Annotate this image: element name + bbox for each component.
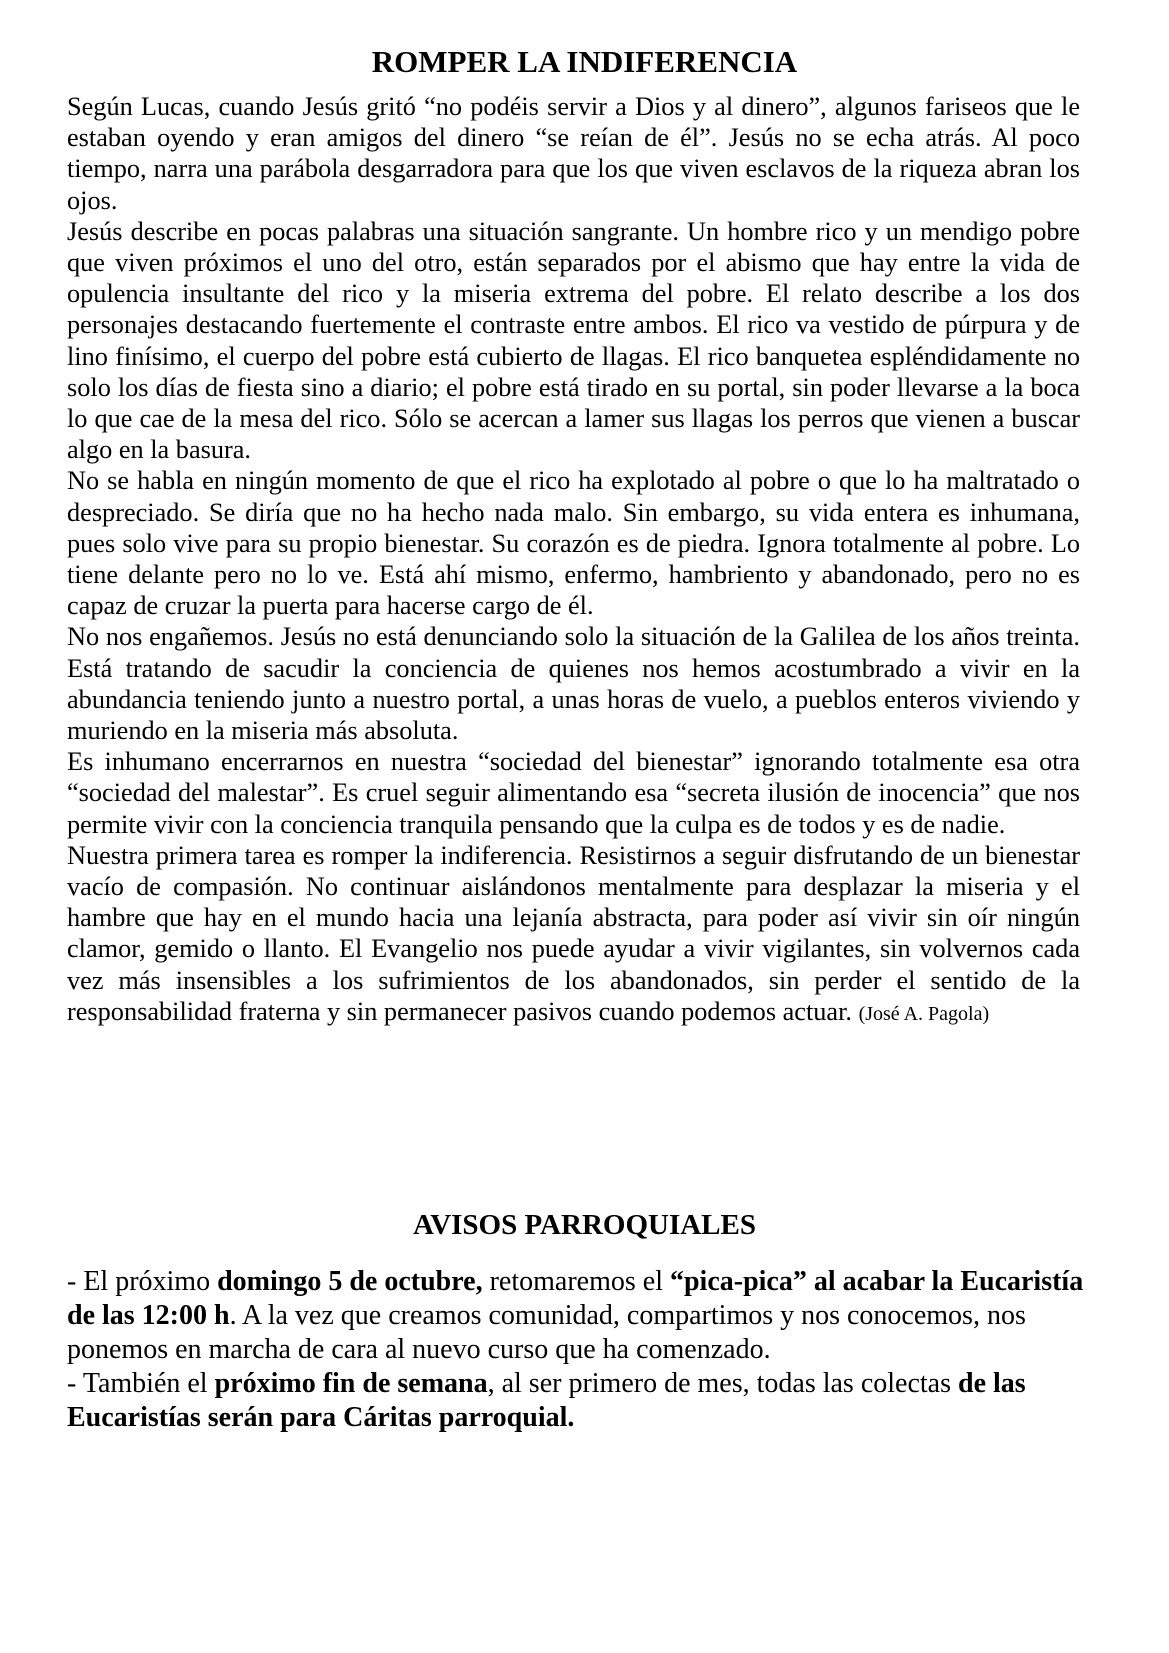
announcement-item [67,1265,1087,1367]
bold-text: de las Eucaristías serán para Cáritas parroquial. [67,1368,1026,1433]
paragraph: Jesús describe en pocas palabras una situación sangrante. Un hombre rico y un mendigo pobre que viven próximos el uno del otro, están separados por el abismo que hay entre la vida de opulencia insultante del rico y la miseria extrema del pobre. El relato describe a los dos personajes destacando fuertemente el contraste entre ambos. El rico va vestido de púrpura y de lino finísimo, el cuerpo del pobre está cubierto de llagas. El rico banquetea espléndidamente no solo los días de fiesta sino a diario; el pobre está tirado en su portal, sin poder llevarse a la boca lo que cae de la mesa del rico. Sólo se acercan a lamer sus llagas los perros que vienen a buscar algo en la basura. [67,216,1080,465]
bold-text: “pica-pica” al acabar la Eucaristía de las 12:00 h [67,1266,1084,1331]
text: - También el [67,1368,215,1399]
paragraph: Según Lucas, cuando Jesús gritó “no podéis servir a Dios y al dinero”, algunos fariseos que le estaban oyendo y eran amigos del dinero “se reían de él”. Jesús no se echa atrás. Al poco tiempo, narra una parábola desgarradora para que los que viven esclavos de la riqueza abran los ojos. [67,92,1080,215]
author-attribution: (José A. Pagola) [858,1002,990,1025]
text: retomaremos el [482,1266,670,1297]
text: . A la vez que creamos comunidad, compartimos y nos conocemos, nos ponemos en marcha de cara al nuevo curso que ha comenzado. [67,1300,1026,1365]
paragraph-text: Nuestra primera tarea es romper la indiferencia. Resistirnos a seguir disfrutando de un bienestar vacío de compasión. No continuar aislándonos mentalmente para desplazar la miseria y el hambre que hay en el mundo hacia una lejanía abstracta, para poder así vivir sin oír ningún clamor, gemido o llanto. El Evangelio nos puede ayudar a vivir vigilantes, sin volvernos cada vez más insensibles a los sufrimientos de los abandonados, sin perder el sentido de la responsabilidad fraterna y sin permanecer pasivos cuando podemos actuar. [67,840,1080,1026]
text: - El próximo [67,1266,218,1297]
paragraph: Es inhumano encerrarnos en nuestra “sociedad del bienestar” ignorando totalmente esa otra “sociedad del malestar”. Es cruel seguir alimentando esa “secreta ilusión de inocencia” que nos permite vivir con la conciencia tranquila pensando que la culpa es de todos y es de nadie. [67,747,1080,839]
announcements-heading: AVISOS PARROQUIALES [413,1209,756,1241]
paragraph [67,840,1080,1030]
bold-text: próximo fin de semana [214,1368,488,1399]
article-body [67,91,1080,1030]
paragraph: No se habla en ningún momento de que el rico ha explotado al pobre o que lo ha maltratado o despreciado. Se diría que no ha hecho nada malo. Sin embargo, su vida entera es inhumana, pues solo vive para su propio bienestar. Su corazón es de piedra. Ignora totalmente al pobre. Lo tiene delante pero no lo ve. Está ahí mismo, enfermo, hambriento y abandonado, pero no es capaz de cruzar la puerta para hacerse cargo de él. [67,466,1080,621]
announcement-item [67,1367,1087,1435]
paragraph: No nos engañemos. Jesús no está denunciando solo la situación de la Galilea de los años treinta. Está tratando de sacudir la conciencia de quienes nos hemos acostumbrado a vivir en la abundancia teniendo junto a nuestro portal, a unas horas de vuelo, a pueblos enteros viviendo y muriendo en la miseria más absoluta. [67,622,1080,746]
announcements-list [67,1265,1087,1435]
text: , al ser primero de mes, todas las colectas [487,1368,958,1399]
bold-text: domingo 5 de octubre, [217,1266,483,1297]
article-title: ROMPER LA INDIFERENCIA [371,44,798,79]
